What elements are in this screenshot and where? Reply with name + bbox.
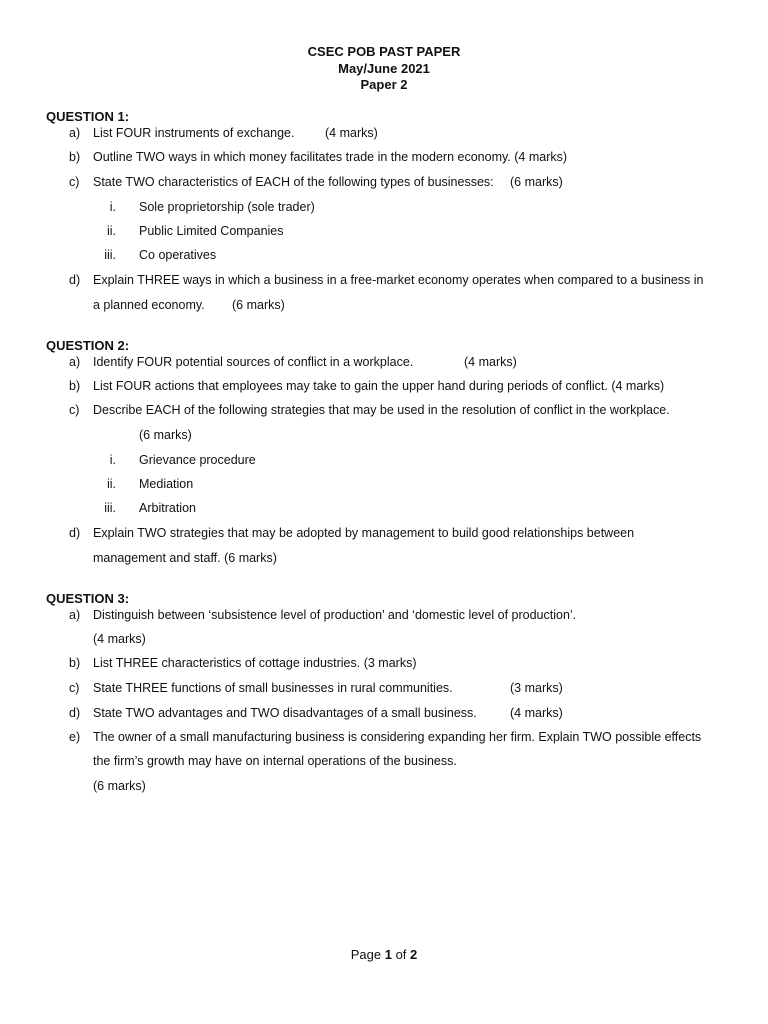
item-text: Sole proprietorship (sole trader) bbox=[139, 200, 315, 214]
item-label: i. bbox=[109, 453, 116, 467]
part-text: Identify FOUR potential sources of conflict in a workplace. bbox=[93, 355, 414, 369]
item-text: Grievance procedure bbox=[139, 453, 256, 467]
marks: (4 marks) bbox=[510, 706, 563, 720]
part-text: Explain TWO strategies that may be adopted by management to build good relationships between bbox=[93, 526, 635, 540]
part-text: List FOUR actions that employees may take to gain the upper hand during periods of conflict. (4 marks) bbox=[93, 379, 665, 393]
item-text: Mediation bbox=[139, 477, 194, 491]
part-label: a) bbox=[69, 608, 81, 622]
marks: (6 marks) bbox=[139, 428, 192, 442]
marks: (4 marks) bbox=[93, 632, 146, 646]
part-text: management and staff. (6 marks) bbox=[93, 551, 277, 565]
part-text: Outline TWO ways in which money facilitates trade in the modern economy. (4 marks) bbox=[93, 150, 568, 164]
document-header bbox=[0, 44, 768, 94]
part-text: a planned economy. bbox=[93, 298, 205, 312]
page-footer bbox=[0, 947, 768, 962]
part-label: d) bbox=[69, 273, 81, 287]
page-prefix: Page bbox=[350, 947, 385, 962]
part-label: c) bbox=[69, 681, 80, 695]
part-label: a) bbox=[69, 126, 81, 140]
part-label: c) bbox=[69, 175, 80, 189]
part-label: a) bbox=[69, 355, 81, 369]
part-label: b) bbox=[69, 150, 81, 164]
item-text: Arbitration bbox=[139, 501, 196, 515]
exam-session: May/June 2021 bbox=[338, 60, 430, 76]
page-current: 1 bbox=[384, 947, 392, 962]
marks: (4 marks) bbox=[464, 355, 517, 369]
marks: (6 marks) bbox=[510, 175, 563, 189]
item-label: ii. bbox=[106, 224, 116, 238]
marks: (4 marks) bbox=[325, 126, 378, 140]
item-label: iii. bbox=[104, 501, 116, 515]
part-text: State THREE functions of small businesses in rural communities. bbox=[93, 681, 453, 695]
paper-title: CSEC POB PAST PAPER bbox=[307, 44, 461, 59]
part-text: List FOUR instruments of exchange. bbox=[93, 126, 295, 140]
page-of: of bbox=[391, 947, 411, 962]
part-text: List THREE characteristics of cottage industries. (3 marks) bbox=[93, 656, 417, 670]
marks: (3 marks) bbox=[510, 681, 563, 695]
part-text: Describe EACH of the following strategies that may be used in the resolution of conflict in the workplace. bbox=[93, 403, 670, 417]
part-text: State TWO advantages and TWO disadvantages of a small business. bbox=[93, 706, 477, 720]
part-label: b) bbox=[69, 656, 81, 670]
item-label: iii. bbox=[104, 248, 116, 262]
part-text: The owner of a small manufacturing business is considering expanding her firm. Explain TWO possible effects bbox=[93, 730, 702, 744]
question-2-title: QUESTION 2: bbox=[46, 338, 130, 353]
marks: (6 marks) bbox=[232, 298, 285, 312]
part-label: c) bbox=[69, 403, 80, 417]
page-total: 2 bbox=[410, 947, 418, 962]
question-1-title: QUESTION 1: bbox=[46, 109, 130, 124]
part-label: d) bbox=[69, 706, 81, 720]
question-3-title: QUESTION 3: bbox=[46, 591, 130, 606]
item-label: ii. bbox=[106, 477, 116, 491]
part-text: Explain THREE ways in which a business in a free-market economy operates when compared to a business in bbox=[93, 273, 704, 287]
item-text: Public Limited Companies bbox=[139, 224, 284, 238]
part-text: Distinguish between ‘subsistence level of production’ and ‘domestic level of production’. bbox=[93, 608, 577, 622]
part-text: State TWO characteristics of EACH of the following types of businesses: bbox=[93, 175, 494, 189]
paper-number: Paper 2 bbox=[360, 77, 408, 92]
item-text: Co operatives bbox=[139, 248, 217, 262]
part-text: the firm’s growth may have on internal operations of the business. bbox=[93, 754, 457, 768]
part-label: b) bbox=[69, 379, 81, 393]
marks: (6 marks) bbox=[93, 779, 146, 793]
part-label: d) bbox=[69, 526, 81, 540]
item-label: i. bbox=[109, 200, 116, 214]
part-label: e) bbox=[69, 730, 81, 744]
